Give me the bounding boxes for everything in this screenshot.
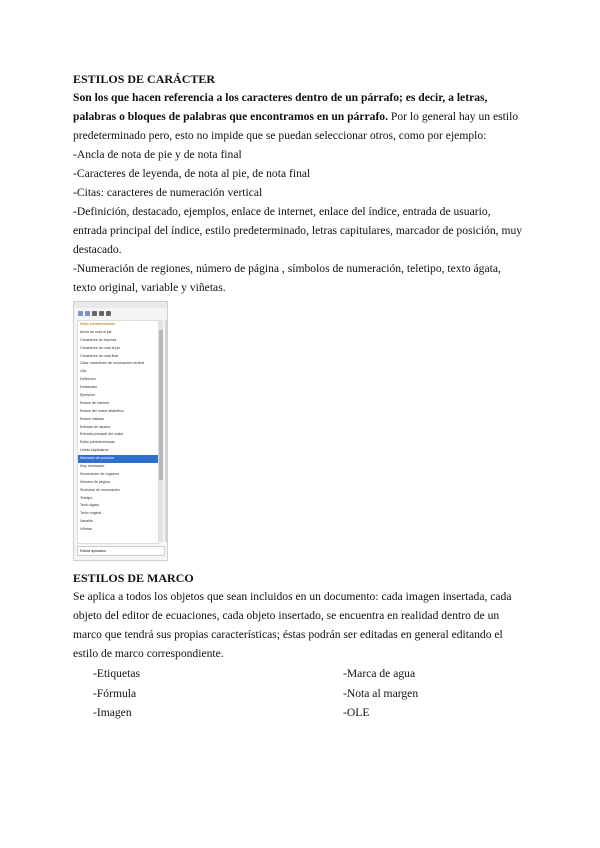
style-list-item: Teletipo	[80, 495, 93, 500]
list-item: -Numeración de regiones, número de página , símbolos de numeración, teletipo, texto ágata, texto original, variable y viñetas.	[73, 262, 501, 294]
marco-paragraph: Se aplica a todos los objetos que sean incluidos en un documento: cada imagen insertada, cada objeto del editor de ecuaciones, cada objeto insertado, se encuentra en realidad dentro de un marco que tendrá sus propias características; éstas podrán ser editadas en general editando el estilo de marco correspondiente.	[73, 590, 512, 660]
list-item: -Etiquetas	[93, 667, 141, 680]
frame-styles-icon	[92, 311, 97, 316]
marco-list-right	[343, 664, 418, 723]
list-styles-icon	[106, 311, 111, 316]
intro-rest: Por lo general hay un estilo predeterminado pero, esto no impide que se puedan seleccionar otros, como por ejemplo:	[73, 110, 519, 142]
style-list-item: Definición	[80, 377, 96, 382]
style-filter-select: Estilos aplicados	[77, 546, 165, 556]
style-list-item: Texto ágata	[80, 503, 99, 508]
style-list-item: Símbolos de numeración	[80, 487, 120, 492]
style-list-item: Ancla de nota al pie	[80, 329, 112, 334]
styles-listbox	[77, 320, 159, 544]
style-list-item: Ejemplos	[80, 393, 95, 398]
style-list-item: Enlace de internet	[80, 400, 109, 405]
character-styles-icon	[85, 311, 90, 316]
style-list-item: Número de página	[80, 479, 110, 484]
list-item: -Citas: caracteres de numeración vertical	[73, 186, 263, 199]
list-item: -OLE	[343, 706, 370, 719]
style-list-item: Citas: caracteres de numeración vertical	[80, 361, 145, 366]
style-list-item: Enlace del índice alfabético	[80, 408, 124, 413]
style-list-item: Caracteres de leyenda	[80, 337, 117, 342]
scrollbar-thumb	[159, 330, 163, 480]
list-item: -Ancla de nota de pie y de nota final	[73, 148, 242, 161]
style-list-item: Entrada de usuario	[80, 424, 111, 429]
intro-paragraph	[73, 88, 525, 145]
style-list-item: Entrada principal del índice	[80, 432, 124, 437]
style-list-item: Cita	[80, 369, 87, 374]
page-styles-icon	[99, 311, 104, 316]
style-list-item: Texto original	[80, 511, 102, 516]
style-list-item: Enlace visitado	[80, 416, 105, 421]
style-list-item: Viñetas	[80, 527, 92, 532]
list-item: -Marca de agua	[343, 667, 416, 680]
sidebar-edge	[165, 320, 167, 542]
style-list-item: Caracteres de nota al pie	[80, 345, 121, 350]
style-list-item: Muy destacado	[80, 464, 105, 469]
style-list-item: Marcador de posición	[78, 455, 158, 463]
style-list-item: Letras capitulares	[80, 448, 109, 453]
list-item: -Fórmula	[93, 686, 137, 700]
marco-list	[73, 664, 525, 723]
paragraph-styles-icon	[78, 311, 83, 316]
style-list-item: Destacado	[80, 385, 98, 390]
style-list-item: Numeración de regiones	[80, 471, 120, 476]
style-list-item: Estilo predeterminado	[80, 322, 115, 326]
intro-bold: Son los que hacen referencia a los caracteres dentro de un párrafo; es decir, a letras, palabras o bloques de palabras que encontramos en un párrafo.	[73, 91, 488, 123]
list-item: -Definición, destacado, ejemplos, enlace de internet, enlace del índice, entrada de usuario, entrada principal del índice, estilo predeterminado, letras capitulares, marcador de posición, muy destacado.	[73, 205, 523, 256]
panel-toolbar	[74, 308, 167, 318]
styles-panel-screenshot	[73, 301, 168, 561]
document-content	[73, 70, 525, 723]
style-list-item: Caracteres de nota final	[80, 353, 119, 358]
style-list-item: Variable	[80, 519, 93, 524]
section-marco	[73, 569, 525, 723]
heading-estilos-caracter: ESTILOS DE CARÁCTER	[73, 72, 216, 86]
style-list-item: Estilo predeterminado	[80, 440, 115, 445]
marco-list-left	[93, 664, 343, 723]
list-item: -Imagen	[93, 706, 132, 719]
list-item: -Nota al margen	[343, 686, 419, 700]
panel-scrollbar	[159, 320, 163, 542]
list-item: -Caracteres de leyenda, de nota al pie, de nota final	[73, 167, 311, 180]
heading-estilos-marco: ESTILOS DE MARCO	[73, 571, 194, 585]
